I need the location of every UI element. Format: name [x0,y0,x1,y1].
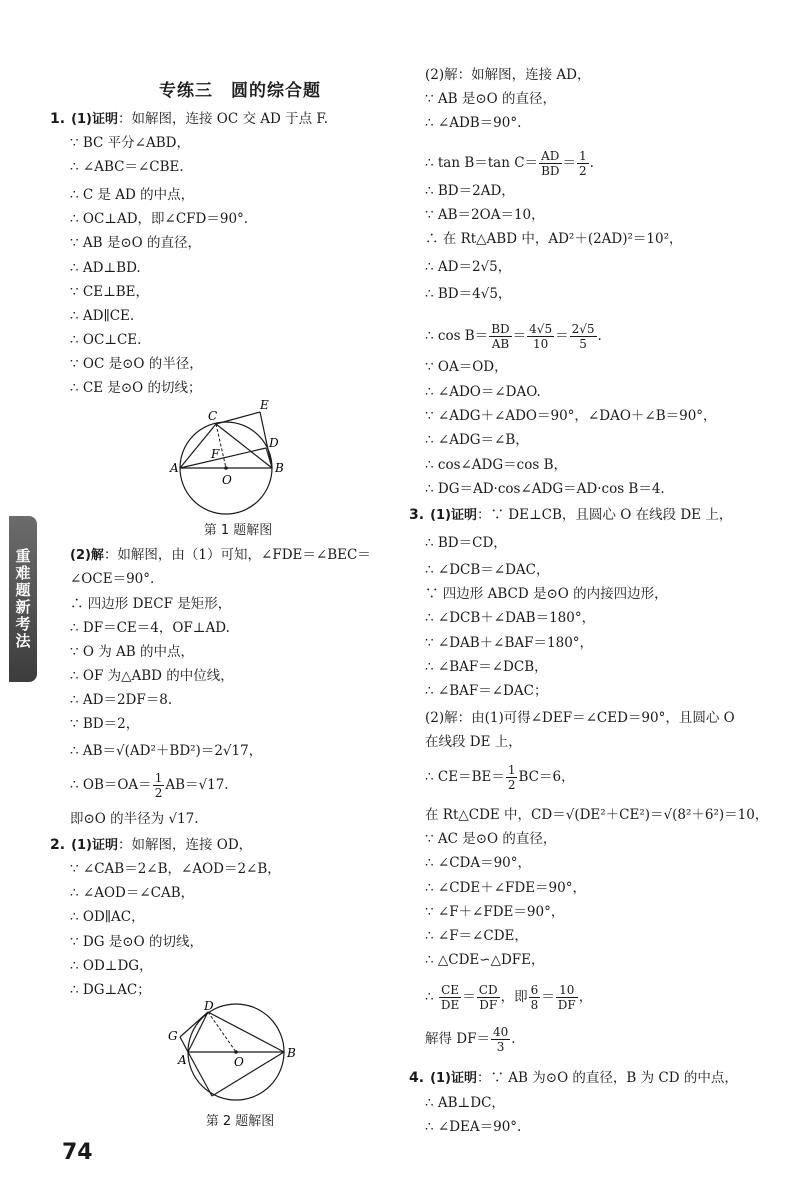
proof-line: ∴ ∠CDE＋∠FDE＝90°， [425,880,586,896]
proof-line: ∵ AB 是⊙O 的直径， [425,91,557,107]
proof-line: ∵ O 为 AB 的中点， [70,644,194,660]
figure-2-diagram [164,1000,344,1110]
proof-line: ∴ ∠BAF＝∠DCB， [425,659,548,675]
proof-line: ∵ OA＝OD， [425,359,508,375]
q1-line-1: 1. (1)证明：如解图，连接 OC 交 AD 于点 F. [50,111,328,127]
proof-line: ∴ DG⊥AC； [70,982,151,998]
fraction: $\frac{10}{DF}$ [557,983,576,1012]
proof-line: ∵ AB＝2OA＝10， [425,207,545,223]
proof-line: ∵ 四边形 ABCD 是⊙O 的内接四边形， [425,586,668,602]
proof-line: ∴ OC⊥AD，即∠CFD＝90°. [70,211,249,227]
proof-line: ∴ AD⊥BD. [70,260,141,276]
fraction: $\frac{BD}{AB}$ [491,322,510,351]
proof-line: ∴ ∠CDA＝90°， [425,855,532,871]
proof-line: ∵ ∠F＋∠FDE＝90°， [425,904,565,920]
proof-line: ∠OCE＝90°. [70,571,155,587]
point-e-label: E [260,398,269,412]
proof-line: ∵ BC 平分∠ABD， [70,135,190,151]
figure-2-caption: 第 2 题解图 [205,1114,275,1129]
proof-line: ∴ AD∥CE. [70,308,135,324]
proof-line: ∴ ∠BAF＝∠DAC； [425,683,548,699]
q1-part2-line-1: (2)解：如解图，由（1）可知，∠FDE＝∠BEC＝ [70,547,371,563]
point-d-label: D [269,436,279,450]
q4-line-1: 4. (1)证明：∵ AB 为⊙O 的直径，B 为 CD 的中点， [409,1070,738,1086]
proof-line: ∴ OF 为△ABD 的中位线， [70,668,234,684]
side-tab: 重难题新考法 [9,516,37,682]
proof-line: (2)解：由(1)可得∠DEF＝∠CED＝90°，且圆心 O [425,710,735,726]
proof-line-with-fraction: ∴ OB＝OA＝ $\frac{1}{2}$ AB＝√17. [70,771,229,800]
proof-line: ∴ ∠ABC＝∠CBE. [70,159,184,175]
proof-line: ∴ ∠DEA＝90°. [425,1119,522,1135]
fraction: $\frac{6}{8}$ [530,983,539,1012]
point-f-label: F [211,447,220,461]
proof-line: ∴ OD⊥DG， [70,958,153,974]
proof-line: ∴ BD＝4√5， [425,286,512,302]
fraction: $\frac{1}{2}$ [579,149,587,178]
proof-line: ∴ ∠DCB＋∠DAB＝180°， [425,610,596,626]
figure-1-caption: 第 1 题解图 [203,523,273,538]
proof-line: ∴ ∠ADO＝∠DAO. [425,384,541,400]
proof-line-with-fraction: ∴ cos B＝ $\frac{BD}{AB}$ ＝ $\frac{4√5}{10}$ ＝ $\frac{2√5}{5}$ . [425,322,602,351]
proof-line: ∴ ∠ADG＝∠B， [425,432,529,448]
proof-line: ∴ AB＝√(AD²＋BD²)＝2√17， [70,743,263,759]
fraction: $\frac{40}{3}$ [492,1025,509,1054]
q3-line-1: 3. (1)证明：∵ DE⊥CB，且圆心 O 在线段 DE 上， [409,507,733,523]
proof-line: ∴ BD＝CD， [425,535,507,551]
q3-number: 3. [409,507,425,523]
proof-line: ∴ 四边形 DECF 是矩形， [70,596,232,612]
proof-line: 在 Rt△CDE 中，CD＝√(DE²＋CE²)＝√(8²＋6²)＝10， [425,807,769,823]
proof-line: (2)解：如解图，连接 AD， [425,67,591,83]
point-o-label: O [234,1055,244,1069]
proof-line: ∵ BD＝2， [70,716,140,732]
point-g-label: G [168,1029,178,1043]
proof-line: ∴ 在 Rt△ABD 中，AD²＋(2AD)²＝10²， [425,231,683,247]
proof-line: ∴ ∠ADB＝90°. [425,115,522,131]
proof-line: ∴ OC⊥CE. [70,332,142,348]
proof-line: ∵ DG 是⊙O 的切线， [70,934,203,950]
fraction: $\frac{2√5}{5}$ [571,322,595,351]
proof-line: ∴ DF＝CE＝4，OF⊥AD. [70,620,230,636]
point-o-label: O [222,473,232,487]
proof-line: ∵ ∠CAB＝2∠B，∠AOD＝2∠B， [70,861,281,877]
proof-line: 即⊙O 的半径为 √17. [70,811,199,827]
proof-line: ∴ BD＝2AD， [425,183,515,199]
proof-line: ∴ CE 是⊙O 的切线； [70,380,202,396]
point-c-label: C [208,409,218,423]
proof-line: ∴ AB⊥DC， [425,1095,505,1111]
point-d-label: D [204,1000,214,1013]
proof-line: ∵ AB 是⊙O 的直径， [70,235,202,251]
point-b-label: B [275,461,284,475]
proof-line: 在线段 DE 上， [425,734,522,750]
proof-line: ∵ CE⊥BE， [70,284,150,300]
proof-line: ∴ ∠DCB＝∠DAC， [425,562,550,578]
section-title: 专练三 圆的综合题 [159,81,321,101]
proof-line: ∵ AC 是⊙O 的直径， [425,831,557,847]
proof-line: ∴ △CDE∽△DFE， [425,952,545,968]
proof-line: ∴ C 是 AD 的中点， [70,187,195,203]
proof-line-with-fraction: ∴ $\frac{CE}{DE}$ ＝ $\frac{CD}{DF}$ ，即 $\frac{6}{8}$ ＝ $\frac{10}{DF}$ ， [425,983,593,1012]
proof-line: ∴ cos∠ADG＝cos B， [425,457,567,473]
proof-line: ∵ OC 是⊙O 的半径， [70,356,203,372]
fraction: $\frac{1}{2}$ [507,763,516,792]
point-a-label: A [178,1053,187,1067]
fraction: $\frac{CD}{DF}$ [478,983,498,1012]
q2-line-1: 2. (1)证明：如解图，连接 OD， [50,837,253,853]
proof-line: ∴ AD＝2√5， [425,259,512,275]
proof-line: ∴ AD＝2DF＝8. [70,692,173,708]
point-a-label: A [170,461,179,475]
proof-line: ∴ ∠F＝∠CDE， [425,928,528,944]
proof-line-with-fraction: ∴ tan B＝tan C＝ $\frac{AD}{BD}$ ＝ $\frac{1}{2}$ . [425,149,594,178]
figure-1-diagram [168,398,348,518]
fraction: $\frac{AD}{BD}$ [541,149,560,178]
page-number: 74 [62,1140,93,1165]
proof-line: ∵ ∠ADG＋∠ADO＝90°，∠DAO＋∠B＝90°， [425,408,717,424]
proof-line: ∴ OD∥AC， [70,909,145,925]
proof-line-with-fraction: ∴ CE＝BE＝ $\frac{1}{2}$ BC＝6， [425,763,575,792]
proof-line: ∵ ∠DAB＋∠BAF＝180°， [425,635,594,651]
q1-number: 1. [50,111,66,127]
q4-number: 4. [409,1070,425,1086]
proof-line-with-fraction: 解得 DF＝ $\frac{40}{3}$ . [425,1025,516,1054]
fraction: $\frac{4√5}{10}$ [529,322,553,351]
q2-number: 2. [50,837,66,853]
fraction: $\frac{1}{2}$ [154,771,163,800]
fraction: $\frac{CE}{DE}$ [440,983,460,1012]
proof-line: ∴ DG＝AD·cos∠ADG＝AD·cos B＝4. [425,481,665,497]
point-b-label: B [287,1046,296,1060]
proof-line: ∴ ∠AOD＝∠CAB， [70,885,195,901]
